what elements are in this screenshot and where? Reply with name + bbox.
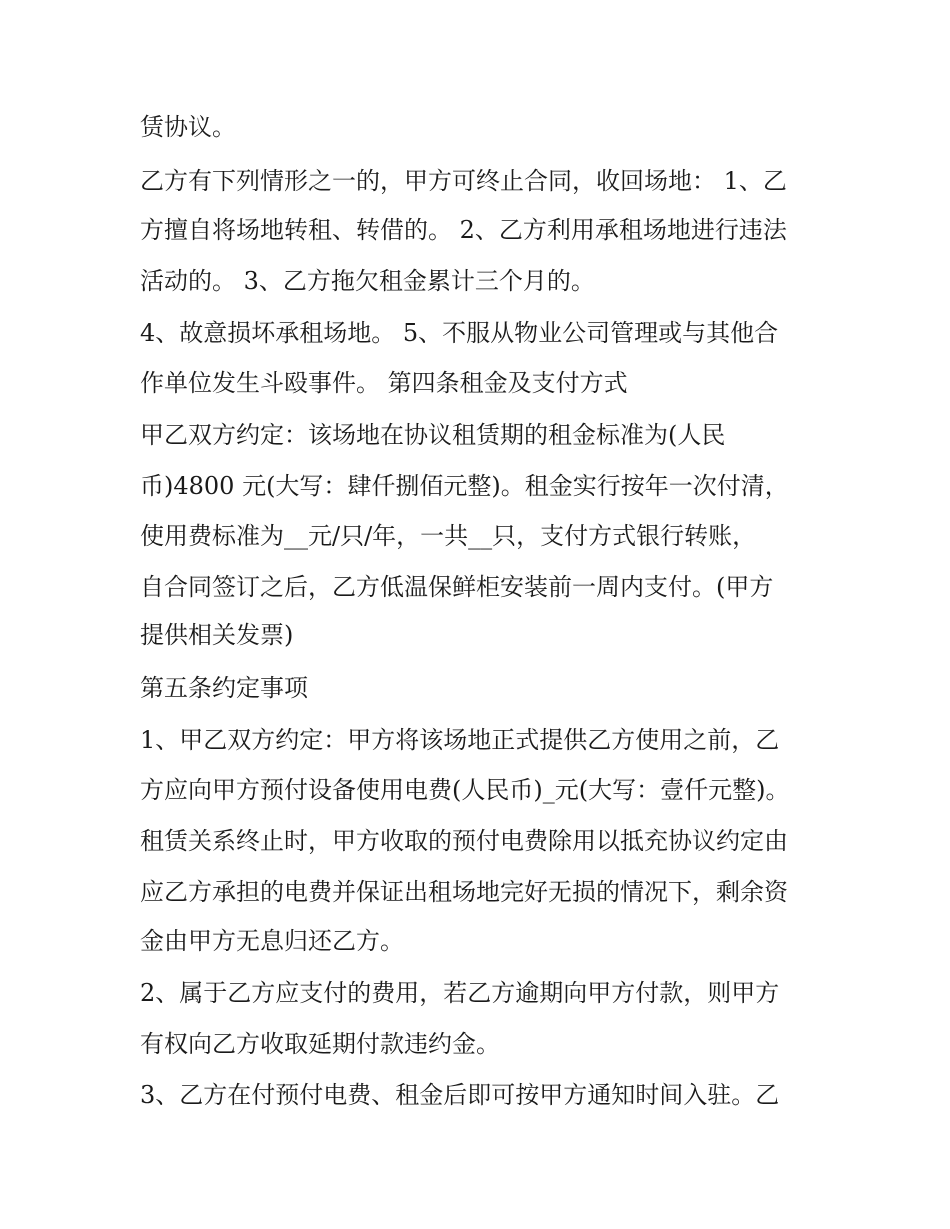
text-line: 金由甲方无息归还乙方。 [140,927,404,955]
text-line: 甲乙双方约定：该场地在协议租赁期的租金标准为(人民 [140,421,726,449]
text-line: 租赁关系终止时，甲方收取的预付电费除用以抵充协议约定由 [140,827,788,855]
text-line: 方擅自将场地转租、转借的。 2、乙方利用承租场地进行违法 [140,216,787,244]
text-line: 使用费标准为__元/只/年，一共__只，支付方式银行转账， [140,522,757,550]
text-line: 赁协议。 [140,113,236,141]
text-line: 活动的。 3、乙方拖欠租金累计三个月的。 [140,267,595,295]
text-line: 提供相关发票) [140,621,294,649]
text-line: 方应向甲方预付设备使用电费(人民币)_元(大写：壹仟元整)。 [140,776,790,804]
text-line: 币)4800 元(大写：肆仟捌佰元整)。租金实行按年一次付清， [140,472,789,500]
text-line: 作单位发生斗殴事件。 第四条租金及支付方式 [140,369,628,397]
text-line: 2、属于乙方应支付的费用，若乙方逾期向甲方付款，则甲方 [140,979,780,1007]
text-line: 自合同签订之后，乙方低温保鲜柜安装前一周内支付。(甲方 [140,573,774,601]
text-line: 3、乙方在付预付电费、租金后即可按甲方通知时间入驻。乙 [140,1081,780,1109]
text-line: 4、故意损坏承租场地。 5、不服从物业公司管理或与其他合 [140,319,779,347]
text-line: 乙方有下列情形之一的，甲方可终止合同，收回场地： 1、乙 [140,167,787,195]
text-line: 1、甲乙双方约定：甲方将该场地正式提供乙方使用之前，乙 [140,726,780,754]
text-line: 应乙方承担的电费并保证出租场地完好无损的情况下，剩余资 [140,878,788,906]
text-line: 有权向乙方收取延期付款违约金。 [140,1030,500,1058]
section-heading: 第五条约定事项 [140,674,308,702]
